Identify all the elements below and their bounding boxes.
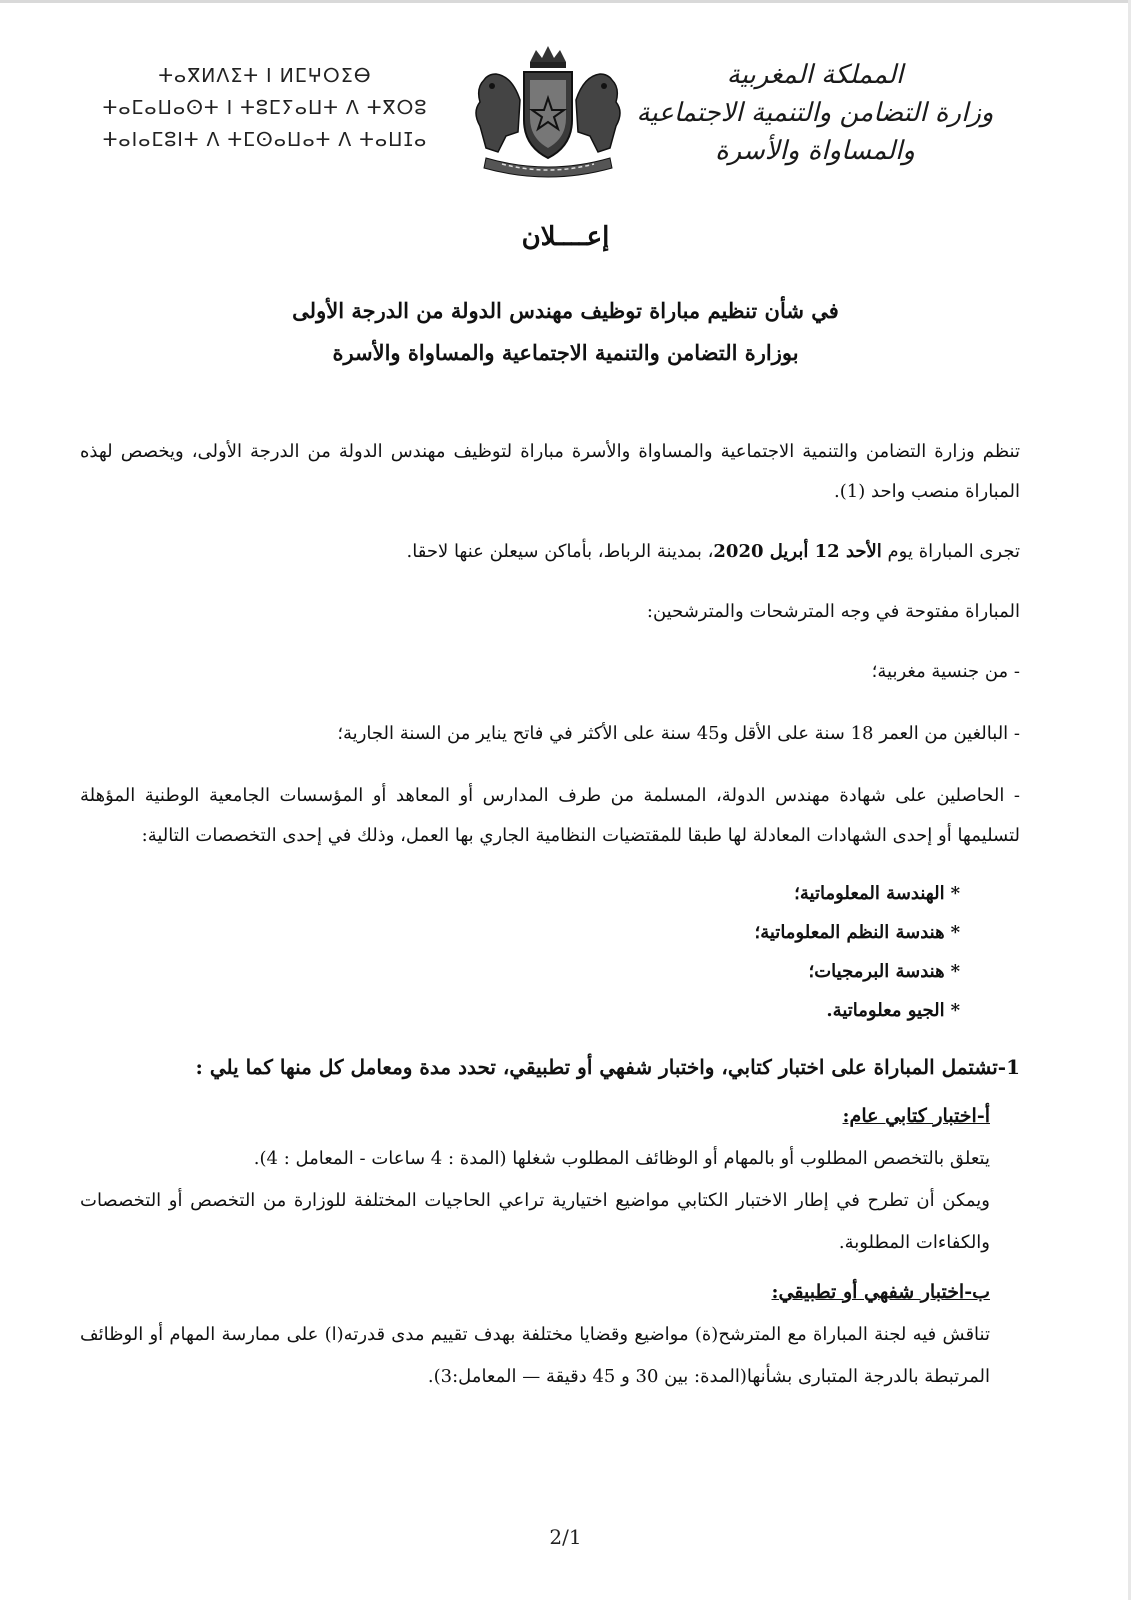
date-suffix: ، بمدينة الرباط، بأماكن سيعلن عنها لاحقا. <box>406 541 714 562</box>
oral-exam-text: تناقش فيه لجنة المباراة مع المترشح(ة) مواضيع وقضايا مختلفة بهدف تقييم مدى قدرته(ا) على ممارسة المهام أو الوظائف المرتبطة بالدرجة المتبارى بشأنها(المدة: بين 30 و 45 دقيقة — المعامل:3). <box>80 1324 990 1387</box>
specialty-item <box>80 874 960 913</box>
bullet-mark: * <box>950 961 960 982</box>
specialty-item <box>80 991 960 1030</box>
eligibility-intro: المباراة مفتوحة في وجه المترشحات والمترشحين: <box>646 601 1020 622</box>
announcement-title: إعــــلان <box>521 222 610 252</box>
specialty-item <box>80 952 960 991</box>
tifinagh-header <box>85 60 445 156</box>
date-prefix: تجرى المباراة يوم <box>881 541 1020 562</box>
condition-age: - البالغين من العمر 18 سنة على الأقل و45 سنة على الأكثر في فاتح يناير من السنة الجارية؛ <box>337 723 1020 744</box>
written-exam-line-1: يتعلق بالتخصص المطلوب أو بالمهام أو الوظائف المطلوب شغلها (المدة : 4 ساعات - المعامل : 4). <box>253 1148 990 1169</box>
scan-edge-top <box>0 0 1131 3</box>
date-paragraph <box>80 532 1020 572</box>
written-exam-line-2: ويمكن أن تطرح في إطار الاختبار الكتابي مواضيع اختيارية تراعي الحاجيات المختلفة للوزارة من التخصص أو التخصصات والكفاءات المطلوبة. <box>80 1190 990 1253</box>
ministry-name-line-2: والمساواة والأسرة <box>715 136 915 166</box>
kingdom-name: المملكة المغربية <box>726 60 904 90</box>
tifinagh-line-1: ⵜⴰⴳⵍⴷⵉⵜ ⵏ ⵍⵎⵖⵔⵉⴱ <box>158 65 372 87</box>
specialty-label: هندسة البرمجيات؛ <box>808 961 945 982</box>
ministry-name-line-1: وزارة التضامن والتنمية الاجتماعية <box>636 98 994 128</box>
condition-diploma: - الحاصلين على شهادة مهندس الدولة، المسلمة من طرف المدارس أو المعاهد أو المؤسسات الجامعية الوطنية المؤهلة لتسليمها أو إحدى الشهادات المعادلة لها طبقا للمقتضيات النظامية الجاري بها العمل، وذلك في إحدى التخصصات التالية: <box>80 785 1020 846</box>
exam-date: الأحد 12 أبريل 2020 <box>713 541 882 562</box>
bullet-mark: * <box>950 883 960 904</box>
page-number: 2/1 <box>549 1525 582 1549</box>
announcement-subtitle <box>0 290 1131 374</box>
arabic-header <box>600 56 1030 170</box>
specialty-label: الجيو معلوماتية. <box>826 1000 945 1021</box>
tifinagh-line-3: ⵜⴰⵏⴰⵎⵓⵏⵜ ⴷ ⵜⵎⵙⴰⵡⴰⵜ ⴷ ⵜⴰⵡⵊⴰ <box>102 129 428 151</box>
tifinagh-line-2: ⵜⴰⵎⴰⵡⴰⵙⵜ ⵏ ⵜⵓⵎⵢⴰⵡⵜ ⴷ ⵜⴳⵔⵓ <box>102 97 428 119</box>
subtitle-line-2: بوزارة التضامن والتنمية الاجتماعية والمساواة والأسرة <box>332 340 799 365</box>
written-exam-heading: أ-اختبار كتابي عام: <box>842 1105 990 1127</box>
specialties-list <box>80 874 960 1030</box>
announcement-body <box>80 432 1020 1398</box>
bullet-mark: * <box>950 1000 960 1021</box>
oral-exam-heading: ب-اختبار شفهي أو تطبيقي: <box>771 1281 990 1303</box>
bullet-mark: * <box>950 922 960 943</box>
specialty-label: الهندسة المعلوماتية؛ <box>794 883 945 904</box>
intro-paragraph: تنظم وزارة التضامن والتنمية الاجتماعية والمساواة والأسرة مباراة لتوظيف مهندس الدولة من الدرجة الأولى، ويخصص لهذه المباراة منصب واحد (1). <box>80 441 1020 502</box>
section-1-heading: 1-تشتمل المباراة على اختبار كتابي، واختبار شفهي أو تطبيقي، تحدد مدة ومعامل كل منها كما يلي : <box>195 1055 1020 1079</box>
condition-nationality: - من جنسية مغربية؛ <box>871 661 1020 682</box>
specialty-label: هندسة النظم المعلوماتية؛ <box>754 922 945 943</box>
subtitle-line-1: في شأن تنظيم مباراة توظيف مهندس الدولة من الدرجة الأولى <box>292 298 839 323</box>
specialty-item <box>80 913 960 952</box>
